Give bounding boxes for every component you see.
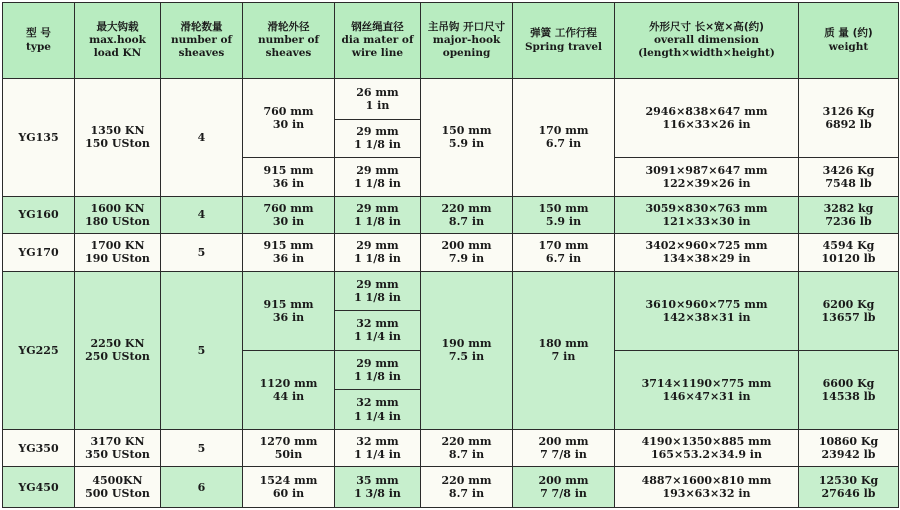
cell-max-load: 4500KN 500 USton	[75, 467, 161, 508]
cell-wire-diameter: 29 mm 1 1/8 in	[335, 271, 421, 311]
header-row	[3, 3, 899, 79]
header-weight: 质 量 (约) weight	[799, 3, 899, 79]
cell-sheave-diameter: 1524 mm 60 in	[243, 467, 335, 508]
cell-type: YG450	[3, 467, 75, 508]
cell-spring-travel: 200 mm 7 7/8 in	[513, 429, 615, 467]
cell-overall-dimension: 4887×1600×810 mm 193×63×32 in	[615, 467, 799, 508]
cell-hook-opening: 220 mm 8.7 in	[421, 467, 513, 508]
table-row	[3, 271, 899, 311]
cell-max-load: 1350 KN 150 USton	[75, 79, 161, 197]
cell-sheave-diameter: 760 mm 30 in	[243, 196, 335, 234]
cell-overall-dimension: 3091×987×647 mm 122×39×26 in	[615, 158, 799, 197]
header-max-hook-load: 最大钩载 max.hook load KN	[75, 3, 161, 79]
cell-wire-diameter: 35 mm 1 3/8 in	[335, 467, 421, 508]
table-row	[3, 196, 899, 234]
table-row	[3, 429, 899, 467]
cell-weight: 3282 kg 7236 lb	[799, 196, 899, 234]
cell-hook-opening: 220 mm 8.7 in	[421, 429, 513, 467]
cell-overall-dimension: 2946×838×647 mm 116×33×26 in	[615, 79, 799, 158]
cell-hook-opening: 220 mm 8.7 in	[421, 196, 513, 234]
header-hook-opening: 主吊钩 开口尺寸 major-hook opening	[421, 3, 513, 79]
cell-sheaves: 5	[161, 234, 243, 272]
cell-sheave-diameter: 915 mm 36 in	[243, 234, 335, 272]
cell-spring-travel: 150 mm 5.9 in	[513, 196, 615, 234]
table-row	[3, 467, 899, 508]
cell-weight: 12530 Kg 27646 lb	[799, 467, 899, 508]
cell-max-load: 3170 KN 350 USton	[75, 429, 161, 467]
cell-spring-travel: 200 mm 7 7/8 in	[513, 467, 615, 508]
table-row	[3, 234, 899, 272]
cell-type: YG160	[3, 196, 75, 234]
header-type: 型 号 type	[3, 3, 75, 79]
cell-overall-dimension: 3402×960×725 mm 134×38×29 in	[615, 234, 799, 272]
cell-weight: 6600 Kg 14538 lb	[799, 350, 899, 429]
cell-wire-diameter: 29 mm 1 1/8 in	[335, 196, 421, 234]
cell-weight: 3426 Kg 7548 lb	[799, 158, 899, 197]
cell-overall-dimension: 4190×1350×885 mm 165×53.2×34.9 in	[615, 429, 799, 467]
header-spring-travel: 弹簧 工作行程 Spring travel	[513, 3, 615, 79]
header-overall-dimension: 外形尺寸 长×宽×高(约) overall dimension (length×width×height)	[615, 3, 799, 79]
hook-block-spec-table	[2, 2, 899, 508]
cell-sheaves: 4	[161, 196, 243, 234]
cell-sheaves: 5	[161, 429, 243, 467]
cell-wire-diameter: 29 mm 1 1/8 in	[335, 234, 421, 272]
cell-weight: 4594 Kg 10120 lb	[799, 234, 899, 272]
cell-max-load: 2250 KN 250 USton	[75, 271, 161, 429]
cell-sheaves: 6	[161, 467, 243, 508]
cell-weight: 10860 Kg 23942 lb	[799, 429, 899, 467]
cell-type: YG135	[3, 79, 75, 197]
cell-sheave-diameter: 760 mm 30 in	[243, 79, 335, 158]
table-row	[3, 79, 899, 120]
cell-hook-opening: 200 mm 7.9 in	[421, 234, 513, 272]
cell-spring-travel: 170 mm 6.7 in	[513, 234, 615, 272]
header-sheave-diameter: 滑轮外径 number of sheaves	[243, 3, 335, 79]
cell-type: YG170	[3, 234, 75, 272]
cell-sheave-diameter: 1120 mm 44 in	[243, 350, 335, 429]
cell-sheaves: 5	[161, 271, 243, 429]
cell-wire-diameter: 29 mm 1 1/8 in	[335, 350, 421, 390]
cell-wire-diameter: 32 mm 1 1/4 in	[335, 390, 421, 430]
cell-wire-diameter: 26 mm 1 in	[335, 79, 421, 120]
cell-wire-diameter: 29 mm 1 1/8 in	[335, 158, 421, 197]
cell-overall-dimension: 3610×960×775 mm 142×38×31 in	[615, 271, 799, 350]
cell-sheave-diameter: 1270 mm 50in	[243, 429, 335, 467]
cell-weight: 3126 Kg 6892 lb	[799, 79, 899, 158]
cell-spring-travel: 170 mm 6.7 in	[513, 79, 615, 197]
header-wire-line-diameter: 钢丝绳直径 dia mater of wire line	[335, 3, 421, 79]
cell-overall-dimension: 3714×1190×775 mm 146×47×31 in	[615, 350, 799, 429]
cell-max-load: 1700 KN 190 USton	[75, 234, 161, 272]
cell-hook-opening: 190 mm 7.5 in	[421, 271, 513, 429]
cell-wire-diameter: 32 mm 1 1/4 in	[335, 311, 421, 351]
cell-sheave-diameter: 915 mm 36 in	[243, 158, 335, 197]
cell-spring-travel: 180 mm 7 in	[513, 271, 615, 429]
cell-sheaves: 4	[161, 79, 243, 197]
cell-type: YG225	[3, 271, 75, 429]
cell-weight: 6200 Kg 13657 lb	[799, 271, 899, 350]
cell-hook-opening: 150 mm 5.9 in	[421, 79, 513, 197]
cell-sheave-diameter: 915 mm 36 in	[243, 271, 335, 350]
cell-wire-diameter: 29 mm 1 1/8 in	[335, 119, 421, 158]
cell-wire-diameter: 32 mm 1 1/4 in	[335, 429, 421, 467]
cell-overall-dimension: 3059×830×763 mm 121×33×30 in	[615, 196, 799, 234]
cell-max-load: 1600 KN 180 USton	[75, 196, 161, 234]
cell-type: YG350	[3, 429, 75, 467]
header-number-of-sheaves: 滑轮数量 number of sheaves	[161, 3, 243, 79]
